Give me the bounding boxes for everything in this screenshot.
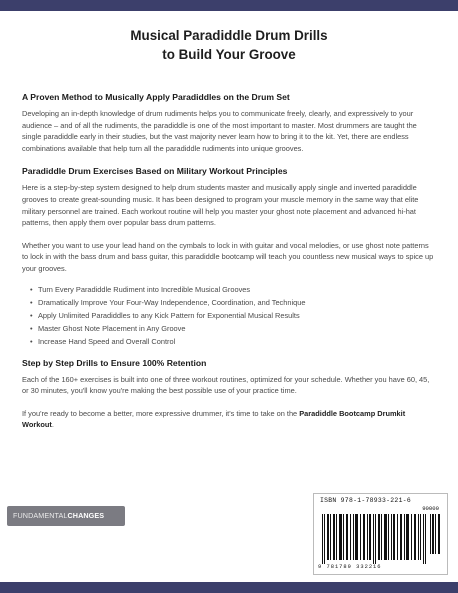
bullet-icon: • [30,297,33,307]
publisher-logo: FUNDAMENTALCHANGES [7,506,125,526]
back-cover-text [22,91,436,431]
bullet-icon: • [30,310,33,320]
list-item: • Turn Every Paradiddle Rudiment into Incredible Musical Grooves [30,284,251,294]
bullet-icon: • [30,284,33,294]
bullet-icon: • [30,323,33,333]
list-item: • Master Ghost Note Placement in Any Groove [30,323,186,333]
list-item: • Apply Unlimited Paradiddles to any Kick Pattern for Exponential Musical Results [30,310,300,320]
barcode-bars-icon [320,514,443,564]
price-code: 90000 [422,505,439,512]
top-border-bar [0,0,458,11]
section-body-military-workout-1: Here is a step-by-step system designed to help drum students master and musically apply single and inverted paradiddle grooves to create great-sounding music. It has been designed to program your muscle memory in the same way that elite military personnel are trained. Each workout routine will help you master your ghost note placement and advanced hi-hat patterns, then apply them over popular bass drum patterns. [22,183,419,228]
workout-name: Paradiddle Bootcamp Drumkit Workout [22,408,406,430]
closing-paragraph: If you're ready to become a better, more expressive drummer, it's time to take on the Paradiddle Bootcamp Drumkit Workout. [22,408,406,430]
list-item: • Dramatically Improve Your Four-Way Independence, Coordination, and Technique [30,297,306,307]
section-heading-retention: Step by Step Drills to Ensure 100% Retention [22,357,207,368]
section-body-proven-method: Developing an in-depth knowledge of drum rudiments helps you to communicate freely, clearly, and expressively to your audience – and of all the rudiments, the paradiddle is one of the most important to master. Most drummers are taught the single paradiddle early in their studies, but the vast majority never learn how to bring it to the kit. Yet, there are endless combinations available that help turn all the paradiddle rudiments into unique grooves. [22,109,417,153]
book-title [40,26,418,64]
barcode-number: 9 781789 332216 [318,564,382,570]
title-line-1: Musical Paradiddle Drum Drills [130,28,328,43]
isbn-text: ISBN 978-1-78933-221-6 [320,497,411,504]
section-heading-military-workout: Paradiddle Drum Exercises Based on Military Workout Principles [22,166,288,177]
list-item: • Increase Hand Speed and Overall Control [30,336,176,346]
bullet-icon: • [30,336,33,346]
isbn-barcode [313,493,448,575]
section-body-retention: Each of the 160+ exercises is built into one of three workout routines, optimized for your schedule. Whether you have 60, 45, or 30 minutes, you'll know you're making the best possible use of your practice time. [22,374,430,396]
section-body-military-workout-2: Whether you want to use your lead hand on the cymbals to lock in with guitar and vocal melodies, or use ghost note patterns to lock in with the bass drum and bass guitar, this paradiddle bootcamp will teach you countless new musical ways to spice up your grooves. [22,240,434,273]
benefits-list [22,283,436,348]
section-heading-proven-method: A Proven Method to Musically Apply Paradiddles on the Drum Set [22,92,290,102]
title-line-2: to Build Your Groove [162,47,296,62]
bottom-border-bar [0,582,458,593]
